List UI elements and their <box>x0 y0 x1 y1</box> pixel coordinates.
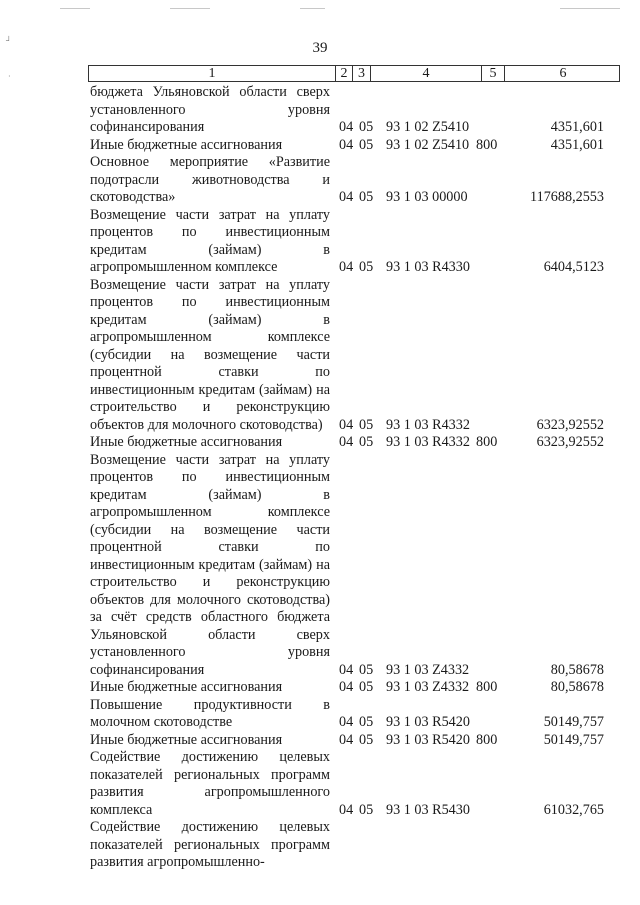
scan-artifact <box>560 8 620 9</box>
row-description: Иные бюджетные ассигнования <box>90 434 283 450</box>
row-description: Основное мероприятие «Развитие подотрасли животноводства и скотоводства» <box>90 154 330 205</box>
scan-artifact <box>60 8 90 9</box>
target-article-code: 93 1 03 R5420 <box>386 714 470 730</box>
scan-artifact <box>170 8 210 9</box>
table-row <box>0 452 640 680</box>
table-row <box>0 207 640 277</box>
amount-value: 4351,601 <box>550 136 604 153</box>
row-codes <box>0 417 640 435</box>
subsection-code: 05 <box>359 259 374 275</box>
row-description: Иные бюджетные ассигнования <box>90 136 283 153</box>
table-row <box>0 679 640 697</box>
scan-artifact: · <box>8 72 11 81</box>
amount-value: 6323,92552 <box>536 416 604 433</box>
row-codes <box>0 137 640 155</box>
scan-artifact: ┘ <box>6 36 12 45</box>
target-article-code: 93 1 02 Z5410 <box>386 136 470 153</box>
row-codes <box>0 714 640 732</box>
subsection-code: 05 <box>359 189 374 205</box>
row-codes <box>0 679 640 697</box>
expense-type-code: 800 <box>476 136 498 153</box>
section-code: 04 <box>339 679 354 695</box>
table-row <box>0 819 640 872</box>
section-code: 04 <box>339 434 354 450</box>
header-cell: 6 <box>559 66 567 81</box>
row-codes <box>0 434 640 452</box>
row-codes <box>0 189 640 207</box>
amount-value: 6404,5123 <box>543 259 604 275</box>
page-number: 39 <box>312 40 328 56</box>
target-article-code: 93 1 03 Z4332 <box>386 679 470 695</box>
section-code: 04 <box>339 731 354 748</box>
section-code: 04 <box>339 416 354 433</box>
expense-type-code: 800 <box>476 731 498 748</box>
scan-artifact <box>300 8 325 9</box>
row-description: Иные бюджетные ассигнования <box>90 679 283 695</box>
target-article-code: 93 1 03 R4330 <box>386 259 470 275</box>
table-row <box>0 84 640 137</box>
table-row <box>0 697 640 732</box>
amount-value: 80,58678 <box>550 661 604 678</box>
row-description: Возмещение части затрат на уплату процентов по инвестиционным кредитам (займам) в агропромышленном комплексе (субсидии на возмещение части процентной ставки по инвестиционным кредитам (займам) на строительство и реконструкцию объектов для молочного скотоводства) <box>90 276 330 433</box>
subsection-code: 05 <box>359 661 374 678</box>
amount-value: 117688,2553 <box>530 189 604 205</box>
section-code: 04 <box>339 259 354 275</box>
header-cell: 3 <box>353 66 371 81</box>
table-row <box>0 749 640 819</box>
subsection-code: 05 <box>359 434 374 450</box>
amount-value: 80,58678 <box>550 679 604 695</box>
amount-value: 4351,601 <box>550 119 604 135</box>
table-row <box>0 137 640 155</box>
table-row <box>0 154 640 207</box>
subsection-code: 05 <box>359 801 374 818</box>
section-code: 04 <box>339 661 354 678</box>
subsection-code: 05 <box>359 416 374 433</box>
target-article-code: 93 1 03 R5430 <box>386 801 470 818</box>
row-codes <box>0 119 640 137</box>
expense-type-code: 800 <box>476 434 498 450</box>
section-code: 04 <box>339 189 354 205</box>
row-codes <box>0 732 640 750</box>
amount-value: 50149,757 <box>543 731 604 748</box>
table-row <box>0 434 640 452</box>
row-codes <box>0 662 640 680</box>
row-description: Возмещение части затрат на уплату процентов по инвестиционным кредитам (займам) в агропромышленном комплексе (субсидии на возмещение части процентной ставки по инвестиционным кредитам (займам) на строительство и реконструкцию объектов для молочного скотоводства) за счёт средств областного бюджета Ульяновской области сверх установленного уровня софинансирования <box>90 451 330 678</box>
target-article-code: 93 1 03 R5420 <box>386 731 470 748</box>
row-codes <box>0 802 640 820</box>
row-codes <box>0 854 640 872</box>
subsection-code: 05 <box>359 136 374 153</box>
row-codes <box>0 259 640 277</box>
header-cell: 5 <box>482 66 505 81</box>
table-body <box>0 84 640 872</box>
row-description: Повышение продуктивности в молочном скотоводстве <box>90 696 330 730</box>
header-cell: 2 <box>336 66 353 81</box>
target-article-code: 93 1 03 R4332 <box>386 434 470 450</box>
target-article-code: 93 1 03 R4332 <box>386 416 470 433</box>
amount-value: 6323,92552 <box>536 434 604 450</box>
subsection-code: 05 <box>359 119 374 135</box>
table-row <box>0 277 640 435</box>
row-description: Возмещение части затрат на уплату процентов по инвестиционным кредитам (займам) в агропромышленном комплексе <box>90 206 330 275</box>
section-code: 04 <box>339 801 354 818</box>
header-cell: 4 <box>371 66 482 81</box>
table-row <box>0 732 640 750</box>
header-cell: 1 <box>89 66 336 81</box>
section-code: 04 <box>339 136 354 153</box>
subsection-code: 05 <box>359 714 374 730</box>
amount-value: 61032,765 <box>543 801 604 818</box>
row-description: Содействие достижению целевых показателей региональных программ развития агропромышленно- <box>90 819 330 870</box>
section-code: 04 <box>339 119 354 135</box>
row-description: бюджета Ульяновской области сверх установленного уровня софинансирования <box>90 84 330 135</box>
subsection-code: 05 <box>359 731 374 748</box>
row-description: Содействие достижению целевых показателей региональных программ развития агропромышленного комплекса <box>90 749 330 818</box>
target-article-code: 93 1 03 00000 <box>386 189 468 205</box>
target-article-code: 93 1 02 Z5410 <box>386 119 470 135</box>
table-header <box>88 65 620 82</box>
expense-type-code: 800 <box>476 679 498 695</box>
subsection-code: 05 <box>359 679 374 695</box>
target-article-code: 93 1 03 Z4332 <box>386 661 470 678</box>
amount-value: 50149,757 <box>543 714 604 730</box>
row-description: Иные бюджетные ассигнования <box>90 731 283 748</box>
section-code: 04 <box>339 714 354 730</box>
